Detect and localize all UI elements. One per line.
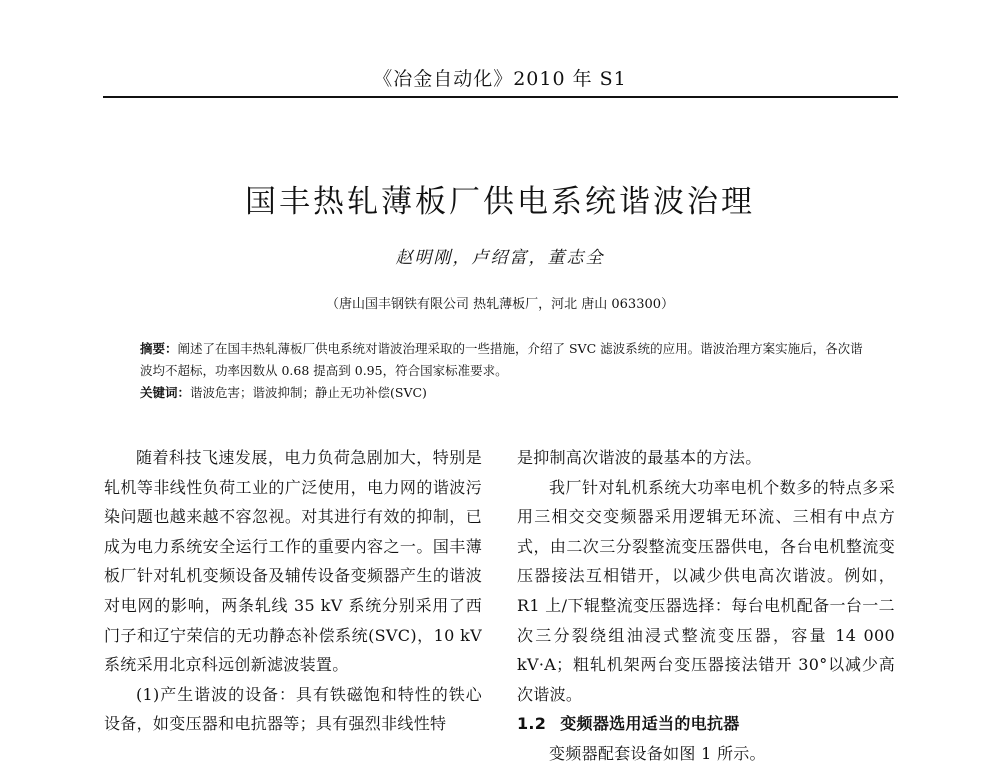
- body-left-column: [104, 443, 482, 739]
- section-title: 变频器选用适当的电抗器: [560, 714, 740, 734]
- body-paragraph: 我厂针对轧机系统大功率电机个数多的特点多采用三相交交变频器采用逻辑无环流、三相有中点方式，由二次三分裂整流变压器供电，各台电机整流变压器接法互相错开，以减少供电高次谐波。例如，R1 上/下辊整流变压器选择：每台电机配备一台一二次三分裂绕组油浸式整流变压器，容量 14 000 kV·A；粗轧机架两台变压器接法错开 30°以减少高次谐波。: [517, 477, 895, 704]
- keywords-text: 谐波危害；谐波抑制；静止无功补偿(SVC): [190, 385, 427, 400]
- section-heading: [517, 709, 895, 739]
- body-paragraph: (1)产生谐波的设备：具有铁磁饱和特性的铁心设备，如变压器和电抗器等；具有强烈非线性特: [104, 684, 482, 734]
- keywords-label: 关键词：: [140, 385, 191, 400]
- article-affiliation: （唐山国丰钢铁有限公司 热轧薄板厂，河北 唐山 063300）: [325, 297, 675, 312]
- journal-header: 《冶金自动化》2010 年 S1: [373, 68, 627, 90]
- abstract: [140, 338, 870, 382]
- keywords: [140, 382, 870, 404]
- body-paragraph: 随着科技飞速发展，电力负荷急剧加大，特别是轧机等非线性负荷工业的广泛使用，电力网的谐波污染问题也越来越不容忽视。对其进行有效的抑制，已成为电力系统安全运行工作的重要内容之一。国丰薄板厂针对轧机变频设备及辅传设备变频器产生的谐波对电网的影响，两条轧线 35 kV 系统分别采用了西门子和辽宁荣信的无功静态补偿系统(SVC)，10 kV 系统采用北京科远创新滤波装置。: [104, 448, 482, 675]
- abstract-block: [140, 338, 870, 404]
- abstract-label: 摘要：: [140, 341, 178, 356]
- abstract-text: 阐述了在国丰热轧薄板厂供电系统对谐波治理采取的一些措施，介绍了 SVC 滤波系统的应用。谐波治理方案实施后，各次谐波均不超标，功率因数从 0.68 提高到 0.95，符合国家标准要求。: [140, 341, 863, 378]
- body-right-column: [517, 443, 895, 769]
- body-paragraph: 变频器配套设备如图 1 所示。: [549, 743, 766, 763]
- section-number: 1.2: [517, 714, 547, 734]
- header-rule: [103, 96, 898, 98]
- body-paragraph: 是抑制高次谐波的最基本的方法。: [517, 448, 762, 467]
- article-authors: 赵明刚，卢绍富，董志全: [395, 248, 605, 268]
- article-title: 国丰热轧薄板厂供电系统谐波治理: [245, 184, 755, 220]
